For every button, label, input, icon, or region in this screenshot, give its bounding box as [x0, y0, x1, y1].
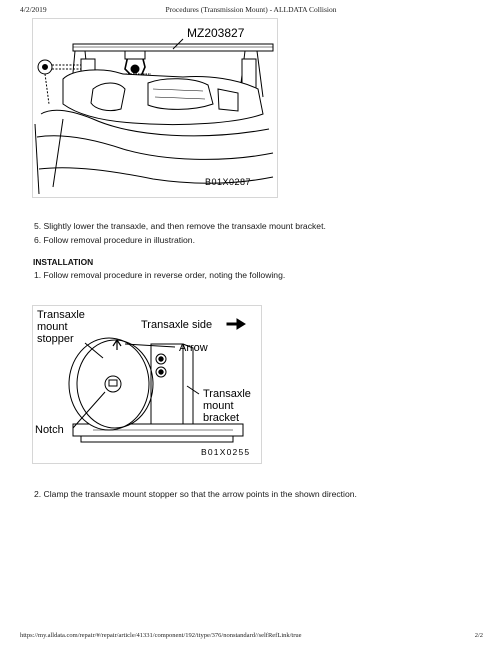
label-bracket-line-2: mount	[203, 400, 234, 412]
figure-mount-stopper	[32, 305, 262, 464]
header-date: 4/2/2019	[20, 5, 47, 14]
label-arrow: Arrow	[179, 342, 208, 354]
step-5: 5. Slightly lower the transaxle, and then remove the transaxle mount bracket.	[34, 221, 326, 231]
step-6: 6. Follow removal procedure in illustration.	[34, 235, 195, 245]
label-bracket-line-3: bracket	[203, 412, 240, 424]
label-transaxle-side: Transaxle side	[141, 319, 213, 331]
transaxle-support-illustration	[33, 19, 277, 197]
tool-label: MZ203827	[187, 26, 245, 40]
label-notch: Notch	[35, 424, 64, 436]
figure-code: B01X0255	[201, 447, 251, 457]
label-stopper-line-1: Transaxle	[37, 309, 85, 321]
installation-step-1: 1. Follow removal procedure in reverse order, noting the following.	[34, 270, 286, 280]
label-stopper-line-3: stopper	[37, 333, 74, 345]
header-title: Procedures (Transmission Mount) - ALLDATA Collision	[165, 5, 337, 14]
installation-step-2: 2. Clamp the transaxle mount stopper so that the arrow points in the shown direction.	[34, 489, 357, 499]
figure-code: B01X0287	[205, 177, 252, 187]
label-bracket-line-1: Transaxle	[203, 388, 251, 400]
footer-url: https://my.alldata.com/repair/#/repair/article/41331/component/192/itype/376/nonstandard//selfRefLink/true	[20, 632, 302, 639]
figure-transaxle-support	[32, 18, 278, 198]
label-stopper-line-2: mount	[37, 321, 68, 333]
footer-page-number: 2/2	[474, 632, 483, 639]
mount-stopper-illustration	[33, 306, 261, 463]
installation-heading: INSTALLATION	[33, 257, 94, 267]
